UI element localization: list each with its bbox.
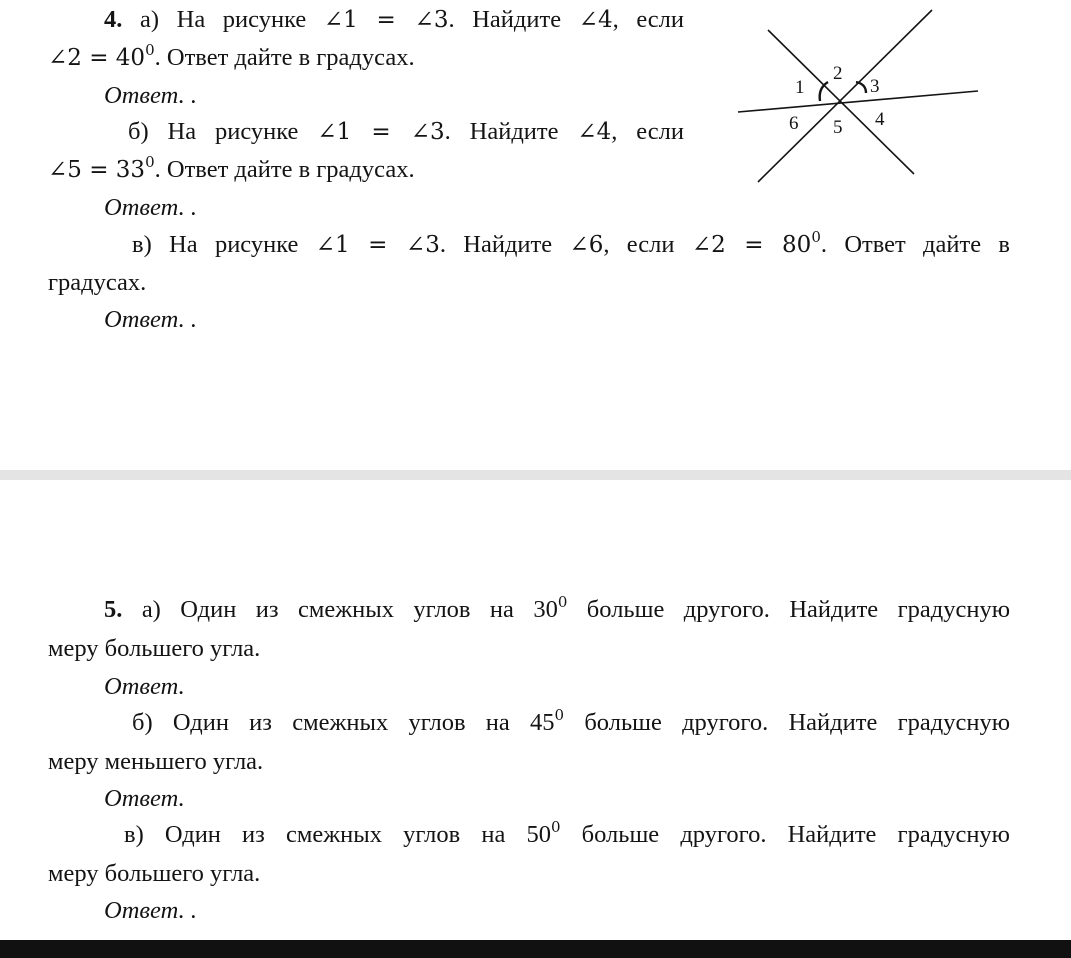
task4b-text-mid: . Найдите bbox=[444, 118, 578, 145]
angle-label-6: 6 bbox=[789, 113, 799, 134]
angle-label-2: 2 bbox=[833, 63, 843, 84]
task4b-text-instruction: . Ответ дайте в градусах. bbox=[154, 156, 415, 183]
task4a-text-post: , если bbox=[612, 6, 685, 33]
angle-label-4: 4 bbox=[875, 109, 885, 130]
task4c-math-target: ∠6 bbox=[569, 232, 604, 258]
task4b-answer: Ответ. . bbox=[104, 194, 197, 221]
page-divider bbox=[0, 470, 1071, 480]
task5b-text-post: больше другого. Найдите градусную bbox=[564, 709, 1010, 736]
task5c-answer: Ответ. . bbox=[104, 897, 197, 924]
task4c-text-mid: . Найдите bbox=[439, 231, 570, 258]
task4a-text-pre: а) На рисунке bbox=[139, 6, 324, 33]
task4b-line1 bbox=[128, 120, 684, 145]
task5-number: 5. bbox=[104, 596, 123, 623]
task4c-line2: градусах. bbox=[48, 269, 147, 296]
angle-label-5: 5 bbox=[833, 117, 843, 138]
task5a-line2: меру большего угла. bbox=[48, 635, 261, 662]
task5c-text-pre: в) Один из смежных углов на 50 bbox=[124, 821, 551, 848]
task4c-answer: Ответ. . bbox=[104, 306, 197, 333]
angles-figure bbox=[730, 0, 990, 190]
task4a-line1 bbox=[104, 8, 684, 33]
task4c-math-given: ∠2 = 80 bbox=[691, 232, 812, 258]
figure-line-falling bbox=[768, 30, 914, 174]
task4a-line2 bbox=[48, 41, 415, 71]
task4a-text-mid: . Найдите bbox=[448, 6, 579, 33]
task4b-math-target: ∠4 bbox=[577, 119, 612, 145]
task5b-line1 bbox=[132, 706, 1010, 736]
task5b-text-pre: б) Один из смежных углов на 45 bbox=[132, 709, 555, 736]
task4c-text-mid2: , если bbox=[603, 231, 692, 258]
task5c-text-post: больше другого. Найдите градусную bbox=[560, 821, 1010, 848]
task5a-degree: 0 bbox=[557, 593, 568, 611]
task5a-answer: Ответ. bbox=[104, 673, 185, 700]
task4b-text-post: , если bbox=[611, 118, 685, 145]
figure-line-horizontal bbox=[738, 91, 978, 112]
figure-line-rising bbox=[758, 10, 932, 182]
task5a-line1 bbox=[104, 593, 1011, 623]
angle-label-1: 1 bbox=[795, 77, 805, 98]
task5a-text-pre: а) Один из смежных углов на 30 bbox=[141, 596, 558, 623]
angle-arc-1 bbox=[820, 82, 828, 101]
task4c-text-post: . Ответ дайте в bbox=[820, 231, 1010, 258]
angle-label-3: 3 bbox=[870, 76, 880, 97]
task4c-text-pre: в) На рисунке bbox=[132, 231, 316, 258]
task4a-degree: 0 bbox=[145, 41, 155, 59]
task4c-line1 bbox=[132, 228, 1010, 258]
task4a-math-given: ∠2 = 40 bbox=[48, 45, 146, 71]
task5b-degree: 0 bbox=[554, 706, 565, 724]
task4a-math-target: ∠4 bbox=[578, 7, 613, 33]
task5c-line2: меру большего угла. bbox=[48, 860, 261, 887]
task5a-text-post: больше другого. Найдите градусную bbox=[567, 596, 1011, 623]
task4c-math-equality: ∠1 = ∠3 bbox=[315, 232, 440, 258]
task5c-line1 bbox=[124, 818, 1010, 848]
task4b-math-equality: ∠1 = ∠3 bbox=[317, 119, 445, 145]
task4b-text-pre: б) На рисунке bbox=[128, 118, 318, 145]
task4b-line2 bbox=[48, 153, 415, 183]
bottom-bar bbox=[0, 940, 1071, 958]
task4a-text-instruction: . Ответ дайте в градусах. bbox=[154, 44, 415, 71]
task5b-answer: Ответ. bbox=[104, 785, 185, 812]
task4b-math-given: ∠5 = 33 bbox=[48, 157, 146, 183]
task4a-answer: Ответ. . bbox=[104, 82, 197, 109]
task4b-degree: 0 bbox=[145, 153, 155, 171]
task5c-degree: 0 bbox=[550, 818, 561, 836]
task5b-line2: меру меньшего угла. bbox=[48, 748, 264, 775]
task4c-degree: 0 bbox=[811, 228, 821, 246]
task4a-math-equality: ∠1 = ∠3 bbox=[323, 7, 449, 33]
task4-number: 4. bbox=[104, 6, 123, 33]
